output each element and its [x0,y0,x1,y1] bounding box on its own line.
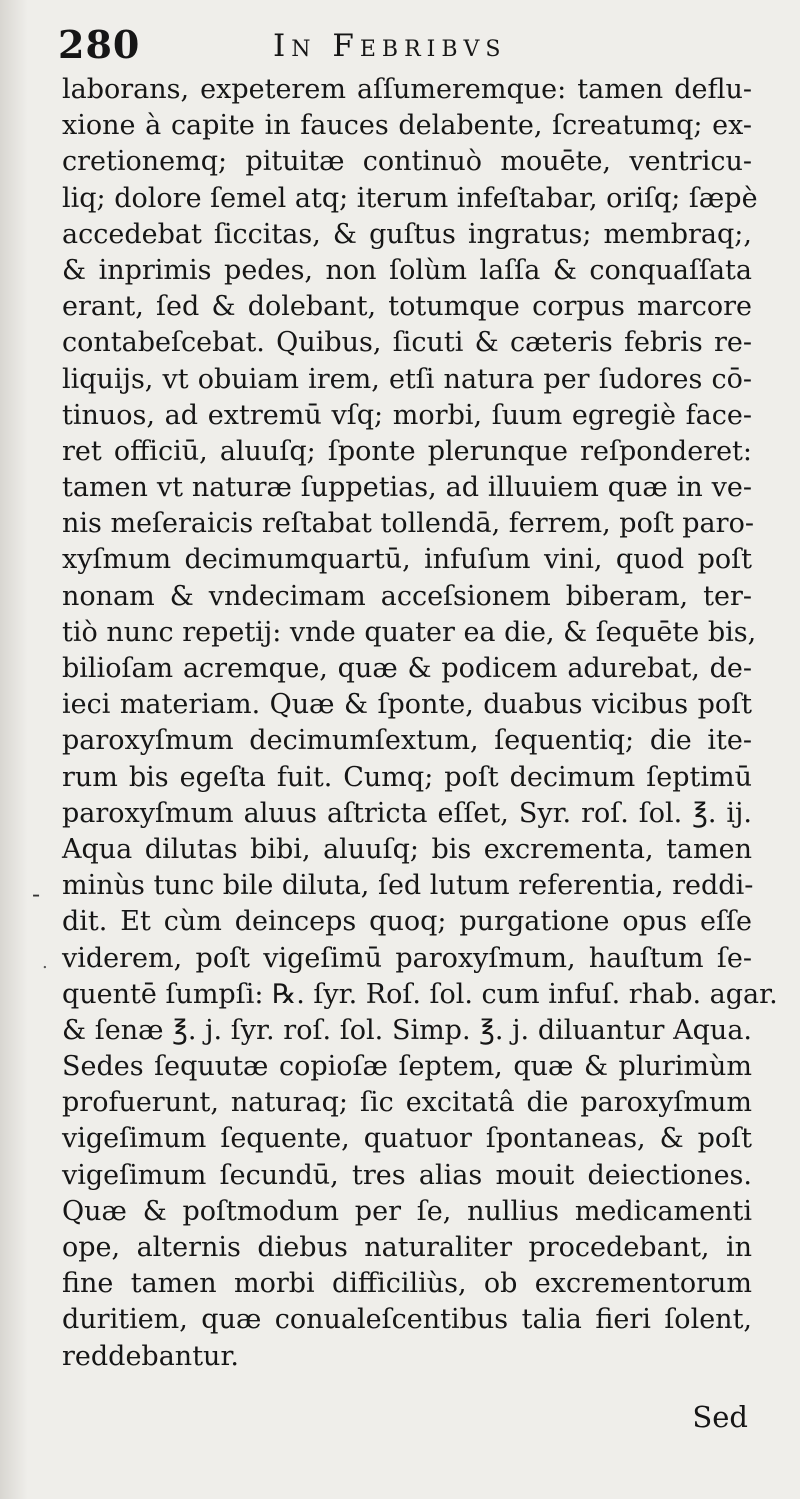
text-line: paroxyſmum decimumſextum, ſequentiq; die ite- [62,725,752,757]
text-line: minùs tunc bile diluta, ſed lutum referentia, reddi- [62,870,754,902]
text-line: tamen vt naturæ ſuppetias, ad illuuiem quæ in ve- [62,472,752,504]
text-line: nis meſeraicis reſtabat tollendā, ferrem, poſt paro- [62,508,754,540]
text-line: laborans, expeterem aſſumeremque: tamen deflu- [62,74,752,105]
text-line: vigeſimum ſequente, quatuor ſpontaneas, & poſt [62,1123,752,1155]
text-line: paroxyſmum aluus aſtricta eſſet, Syr. roſ. ſol. ℥. ij. [62,797,752,829]
text-line: viderem, poſt vigeſimū paroxyſmum, hauſtum ſe- [62,942,752,974]
text-line: liq; dolore ſemel atq; iterum infeſtabar, oriſq; ſæpè [62,182,758,214]
text-line: xione à capite in fauces delabente, ſcreatumq; ex- [62,110,752,142]
text-line: fine tamen morbi difficiliùs, ob excrementorum [62,1268,752,1300]
text-line: contabeſcebat. Quibus, ſicuti & cæteris febris re- [62,327,752,359]
text-line: tinuos, ad extremū vſq; morbi, ſuum egregiè face- [62,399,752,431]
text-line: Aqua dilutas bibi, aluuſq; bis excrementa, tamen [62,833,752,865]
text-line: tiò nunc repetij: vnde quater ea die, & ſequēte bis, [62,616,757,648]
text-line: dit. Et cùm deinceps quoq; purgatione opus eſſe [62,906,752,938]
running-head [58,22,778,72]
text-line: bilioſam acremque, quæ & podicem adurebat, de- [62,653,752,684]
body-text [62,72,778,1375]
text-line: reddebantur. [62,1340,239,1372]
text-line: Sedes ſequutæ copioſæ ſeptem, quæ & plurimùm [62,1051,752,1083]
text-line: rum bis egeſta fuit. Cumq; poſt decimum ſeptimū [62,761,752,793]
page-number: 280 [58,22,141,67]
text-line: Quæ & poſtmodum per ſe, nullius medicamenti [62,1195,752,1227]
text-line: nonam & vndecimam acceſsionem biberam, ter- [62,580,752,612]
text-line: liquijs, vt obuiam irem, etſi natura per ſudores cō- [62,363,752,395]
text-line: accedebat ſiccitas, & guſtus ingratus; membraq;, [62,218,752,250]
text-line: erant, ſed & dolebant, totumque corpus marcore [62,291,752,323]
text-line: profuerunt, naturaq; ſic excitatâ die paroxyſmum [62,1087,752,1119]
page-gutter-shadow [0,0,28,1499]
margin-mark-dot: . [42,952,48,973]
text-line: xyſmum decimumquartū, infuſum vini, quod poſt [62,544,752,576]
text-line: ret officiū, aluuſq; ſponte plerunque reſponderet: [62,435,752,467]
text-line: & inprimis pedes, non ſolùm laſſa & conquaſſata [62,254,752,286]
catchword: Sed [692,1400,748,1434]
running-title: In Febribvs [273,28,507,64]
text-line: cretionemq; pituitæ continuò mouēte, ventricu- [62,146,752,178]
text-line: ieci materiam. Quæ & ſponte, duabus vicibus poſt [62,689,752,721]
margin-mark-dash: - [32,880,41,908]
text-line: & ſenæ ℥. j. ſyr. roſ. ſol. Simp. ℥. j. diluantur Aqua. [62,1014,752,1046]
text-line: ope, alternis diebus naturaliter procedebant, in [62,1232,752,1263]
text-line: duritiem, quæ conualeſcentibus talia fieri ſolent, [62,1304,752,1336]
text-line: quentē ſumpſi: ℞. ſyr. Roſ. ſol. cum infuſ. rhab. agar. [62,978,778,1010]
text-line: vigeſimum ſecundū, tres alias mouit deiectiones. [62,1159,752,1191]
